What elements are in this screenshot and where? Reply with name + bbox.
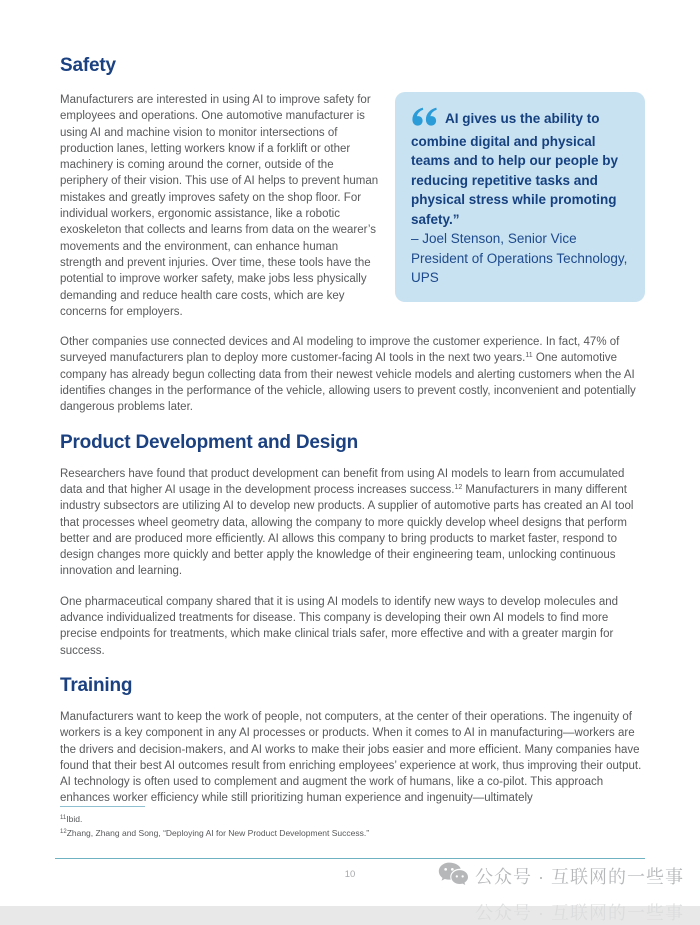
page-number: 10 xyxy=(344,869,356,880)
paragraph-customer-experience xyxy=(60,334,645,415)
footnote-12-sup: 12 xyxy=(60,828,67,835)
footnotes-block xyxy=(60,806,645,839)
paragraph-customer-part2: One automotive company has already begun collecting data from their newest vehicle models and alerting customers when the AI identifies changes in the performance of the vehicle, allowing users to prevent costly, inconvenient and potentially dangerous problems later. xyxy=(60,352,636,414)
section-heading-product-development: Product Development and Design xyxy=(60,431,359,453)
quote-marks-icon xyxy=(411,107,438,132)
paragraph-training: Manufacturers want to keep the work of people, not computers, at the center of their operations. The ingenuity of workers is a key component in any AI processes or products. When it comes to AI in manufacturing—workers are the drivers and decision-makers, and AI works to make their jobs easier and more efficient. Many companies have found that their best AI outcomes result from enriching employees’ experience at work, thus improving their output. AI technology is often used to complement and augment the work of humans, like a co-pilot. This approach enhances worker efficiency while still prioritizing human experience and ingenuity—ultimately xyxy=(60,710,642,805)
safety-section xyxy=(60,92,645,334)
footnote-12 xyxy=(60,826,645,840)
quote-body-text: AI gives us the ability to combine digital and physical teams and to help our people by reducing repetitive tasks and physical stress while promoting safety.” xyxy=(411,111,619,227)
wechat-icon xyxy=(438,861,468,891)
paragraph-safety: Manufacturers are interested in using AI to improve safety for employees and operations. One automotive manufacturer is using AI and machine vision to monitor intersections of production lanes, letting workers know if a forklift or other machinery is coming around the corner, outside of the periphery of their vision. This use of AI helps to prevent human mistakes and greatly improves safety on the shop floor. For individual workers, ergonomic assistance, like a robotic exoskeleton that collects and learns from data on the wearer’s movements and the environment, can enhance human strength and prevent injuries. Over time, these tools have the potential to improve worker safety, make jobs less physically demanding and reduce health care costs, which are key concerns for employers. xyxy=(60,94,379,318)
paragraph-customer-part1: Other companies use connected devices and AI modeling to improve the customer experience. In fact, 47% of surveyed manufacturers plan to deploy more customer-facing AI tools in the next two years. xyxy=(60,336,620,365)
watermark-text: 公众号 · 互联网的一些事 xyxy=(475,867,684,887)
footnote-11-text: Ibid. xyxy=(66,814,83,824)
footnote-12-text: Zhang, Zhang and Song, “Deploying AI for New Product Development Success.” xyxy=(66,827,370,838)
watermark xyxy=(438,861,684,891)
footnote-ref-12: 12 xyxy=(454,483,463,491)
footnote-11-sup: 11 xyxy=(60,815,67,821)
paragraph-product-part2: Manufacturers in many different industry subsectors are utilizing AI to develop new products. A supplier of automotive parts has created an AI tool that processes wheel geometry data, allowing the company to more quickly develop wheel designs that perform better and are produced more efficiently. AI allows this company to bring products to market faster, respond to design changes more quickly and better apply the knowledge of their engineering team, unlocking continuous innovation and learning. xyxy=(60,483,634,578)
section-heading-safety: Safety xyxy=(60,55,116,76)
footnote-11 xyxy=(60,812,645,826)
paragraph-product-development xyxy=(60,466,645,580)
paragraph-pharmaceutical: One pharmaceutical company shared that it is using AI models to identify new ways to develop molecules and advance individualized treatments for disease. This company is developing their own AI models to find more precise endpoints for treatments, which make clinical trials safer, more effective and with a greater margin for success. xyxy=(60,595,619,657)
quote-text xyxy=(411,107,629,229)
footnote-divider xyxy=(60,806,145,807)
safety-text-column xyxy=(60,92,382,334)
quote-card xyxy=(395,92,645,302)
page-content xyxy=(60,0,645,821)
section-heading-training: Training xyxy=(60,674,133,696)
footer-rule xyxy=(55,858,645,859)
footnote-ref-11: 11 xyxy=(525,352,533,360)
quote-attribution: – Joel Stenson, Senior Vice President of Operations Technology, UPS xyxy=(411,231,628,285)
paragraph-product-part1: Researchers have found that product development can benefit from using AI models to learn from accumulated data and that higher AI usage in the development process increases success. xyxy=(60,467,625,496)
watermark-ghost: 公众号 · 互联网的一些事 xyxy=(475,903,684,923)
